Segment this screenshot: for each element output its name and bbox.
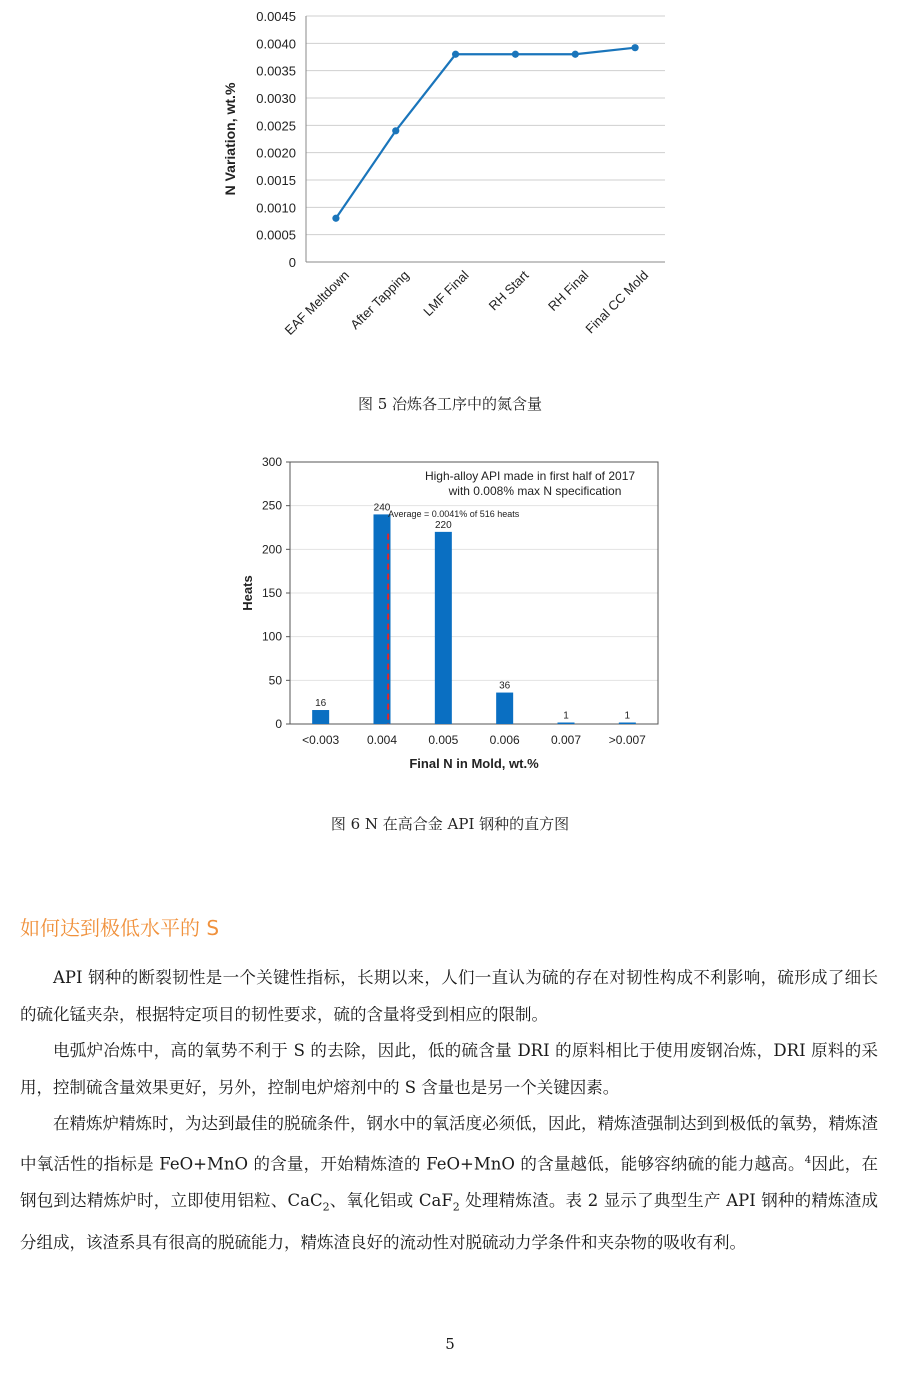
paragraph-3-part-d: 处理精炼渣。表 2 显示了典型生产 API 钢种的精炼渣成分组成，该渣系具有很高的脱硫能力，精炼渣良好的流动性对脱硫动力学条件和夹杂物的吸收有利。 <box>20 1190 878 1253</box>
x-tick-label: 0.005 <box>428 733 459 747</box>
x-tick-label: 0.006 <box>489 733 520 747</box>
y-tick-label: 0.0005 <box>256 227 296 243</box>
bar-data-label: 1 <box>624 710 631 722</box>
paragraph-3-part-b: 因此，在钢包到达精炼炉时，立即使用铝粒、CaC <box>20 1154 878 1210</box>
y-axis-title: Heats <box>240 575 255 611</box>
bar-data-label: 220 <box>434 519 452 531</box>
y-tick-label: 0.0015 <box>256 173 296 188</box>
y-tick-label: 100 <box>261 629 282 644</box>
paragraph-1: API 钢种的断裂韧性是一个关键性指标，长期以来，人们一直认为硫的存在对韧性构成不利影响，硫形成了细长的硫化锰夹杂，根据特定项目的韧性要求，硫的含量将受到相应的限制。 <box>20 968 878 1024</box>
paragraph-3 <box>20 1106 878 1262</box>
y-tick-label: 0.0045 <box>256 9 296 24</box>
figure6-caption: 图 6 N 在高合金 API 钢种的直方图 <box>330 815 570 833</box>
y-tick-label: 0.0040 <box>256 36 296 52</box>
legend-line-1: High-alloy API made in first half of 2017 <box>424 469 636 483</box>
figure5-svg <box>0 0 900 380</box>
y-tick-label: 0 <box>288 255 296 270</box>
y-tick-label: 0.0020 <box>256 145 296 161</box>
y-tick-label: 0.0010 <box>256 200 296 216</box>
data-point <box>332 215 339 222</box>
histogram-bar <box>496 693 513 724</box>
y-tick-label: 300 <box>261 455 282 469</box>
histogram-bar <box>558 723 575 725</box>
average-label: Average = 0.0041% of 516 heats <box>388 509 520 520</box>
x-tick-label: 0.007 <box>550 733 582 747</box>
x-tick-label: LMF Final <box>420 267 472 319</box>
data-point <box>512 51 519 58</box>
reference-superscript: 4 <box>804 1154 812 1166</box>
y-tick-label: 150 <box>261 586 282 600</box>
histogram-bar <box>619 723 636 725</box>
x-tick-label: 0.004 <box>366 733 398 747</box>
data-point <box>392 127 399 134</box>
page-number: 5 <box>445 1335 455 1353</box>
subscript-caf2: 2 <box>452 1199 460 1213</box>
x-tick-label: Final CC Mold <box>582 267 652 337</box>
y-tick-label: 250 <box>261 498 282 513</box>
histogram-bar <box>435 532 452 724</box>
figure5-line-chart <box>0 0 900 380</box>
x-tick-label: EAF Meltdown <box>281 267 353 338</box>
paragraph-2: 电弧炉冶炼中，高的氧势不利于 S 的去除，因此，低的硫含量 DRI 的原料相比于使用废钢冶炼，DRI 原料的采用，控制硫含量效果更好，另外，控制电炉熔剂中的 S 含量也是另一个关键因素。 <box>20 1041 878 1097</box>
histogram-bar <box>312 710 329 724</box>
x-tick-label: RH Start <box>485 267 532 314</box>
y-tick-label: 0.0030 <box>256 91 296 106</box>
bar-data-label: 240 <box>373 502 391 514</box>
y-tick-label: 0.0035 <box>256 63 296 79</box>
x-axis-title: Final N in Mold, wt.% <box>409 756 539 771</box>
data-point <box>572 51 579 58</box>
x-tick-label: <0.003 <box>302 733 340 747</box>
x-tick-label: RH Final <box>545 267 592 314</box>
section-heading: 如何达到极低水平的 S <box>20 916 220 940</box>
bar-data-label: 1 <box>563 710 569 722</box>
y-axis-title: N Variation, wt.% <box>222 82 238 196</box>
bar-data-label: 36 <box>499 680 511 692</box>
body-text <box>20 960 878 1262</box>
x-tick-label: >0.007 <box>608 733 646 747</box>
y-tick-label: 0 <box>275 717 282 731</box>
y-tick-label: 200 <box>261 542 282 557</box>
figure5-caption: 图 5 冶炼各工序中的氮含量 <box>357 395 543 413</box>
data-point <box>452 51 459 58</box>
legend-line-2: with 0.008% max N specification <box>448 484 622 498</box>
subscript-cac2: 2 <box>322 1199 330 1213</box>
bar-data-label: 16 <box>315 698 327 710</box>
y-tick-label: 50 <box>268 673 282 688</box>
y-tick-label: 0.0025 <box>256 118 296 134</box>
paragraph-3-part-a: 在精炼炉精炼时，为达到最佳的脱硫条件，钢水中的氧活度必须低，因此，精炼渣强制达到到极低的氧势，精炼渣中氧活性的指标是 FeO+MnO 的含量，开始精炼渣的 FeO+MnO 的含量越低，能够容纳硫的能力越高。 <box>20 1114 878 1173</box>
x-tick-label: After Tapping <box>347 267 412 333</box>
paragraph-3-part-c: 、氧化铝或 CaF <box>329 1190 453 1210</box>
data-point <box>631 44 638 51</box>
figure6-bar-chart <box>0 440 900 785</box>
series-line <box>336 48 635 219</box>
figure6-svg <box>0 440 900 785</box>
